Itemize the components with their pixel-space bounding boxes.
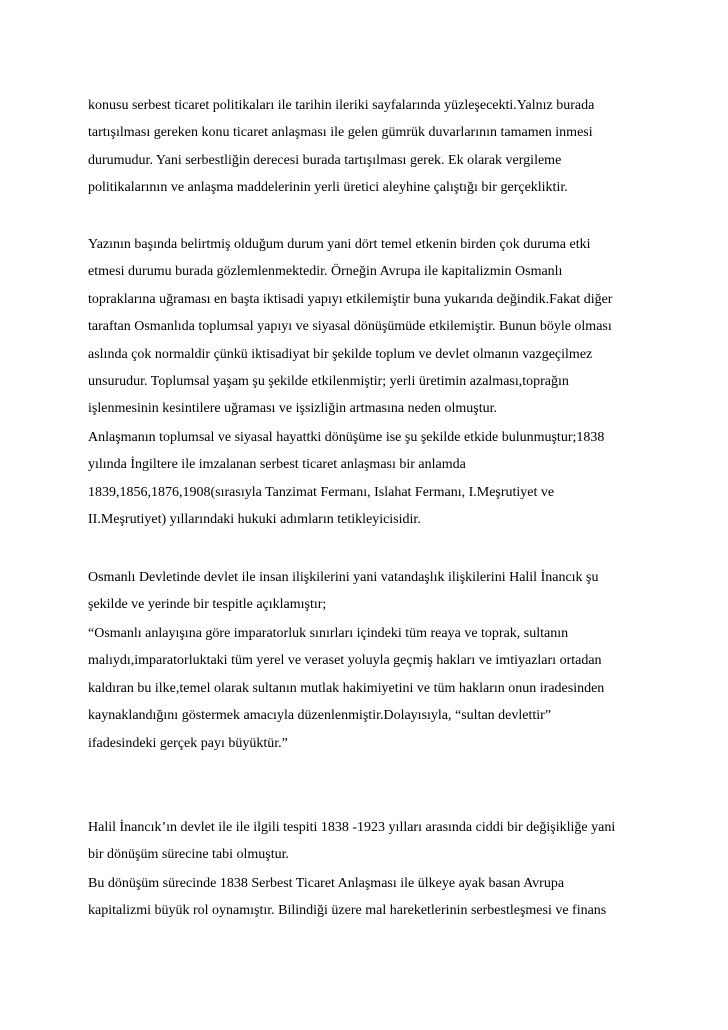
- paragraph-european-capitalism: [88, 870, 606, 925]
- text-line: kaynaklandığını göstermek amacıyla düzenlenmiştir.Dolayısıyla, “sultan devlettir”: [88, 708, 552, 724]
- text-line: şekilde ve yerinde bir tespitle açıklamıştır;: [88, 597, 327, 613]
- text-line: bir dönüşüm sürecine tabi olmuştur.: [88, 847, 290, 863]
- text-line: işlenmesinin kesintilere uğraması ve işsizliğin artmasına neden olmuştur.: [88, 401, 498, 417]
- paragraph-political-transformation: [88, 424, 604, 534]
- text-line: taraftan Osmanlıda toplumsal yapıyı ve siyasal dönüşümüde etkilemiştir. Bunun böyle olması: [88, 319, 612, 335]
- text-line: kapitalizmi büyük rol oynamıştır. Bilindiği üzere mal hareketlerinin serbestleşmesi ve finans: [88, 903, 607, 919]
- text-line: politikalarının ve anlaşma maddelerinin yerli üretici aleyhine çalıştığı bir gerçekliktir.: [88, 180, 568, 196]
- text-line: “Osmanlı anlayışına göre imparatorluk sınırları içindeki tüm reaya ve toprak, sultanın: [88, 626, 569, 641]
- paragraph-transformation-1838-1923: [88, 814, 615, 869]
- text-line: II.Meşrutiyet) yıllarındaki hukuki adımların tetikleyicisidir.: [88, 512, 421, 528]
- text-line: aslında çok normaldir çünkü iktisadiyat bir şekilde toplum ve devlet olmanın vazgeçilmez: [88, 346, 593, 362]
- text-line: Yazının başında belirtmiş olduğum durum yani dört temel etkenin birden çok duruma etki: [88, 237, 591, 252]
- paragraph-inalcik-quote: [88, 620, 604, 757]
- text-line: malıydı,imparatorluktaki tüm yerel ve veraset yoluyla geçmiş hakları ve imtiyazları ortadan: [88, 653, 602, 669]
- paragraph-trade-policy: [88, 92, 594, 202]
- text-line: konusu serbest ticaret politikaları ile tarihin ileriki sayfalarında yüzleşecekti.Yalnız burada: [88, 98, 595, 113]
- text-line: yılında İngiltere ile imzalanan serbest ticaret anlaşması bir anlamda: [88, 457, 466, 473]
- text-line: 1839,1856,1876,1908(sırasıyla Tanzimat Fermanı, Islahat Fermanı, I.Meşrutiyet ve: [88, 484, 555, 500]
- text-line: unsurudur. Toplumsal yaşam şu şekilde etkilenmiştir; yerli üretimin azalması,toprağın: [88, 373, 569, 389]
- text-line: durumudur. Yani serbestliğin derecesi burada tartışılması gerek. Ek olarak vergileme: [88, 152, 562, 168]
- text-line: Anlaşmanın toplumsal ve siyasal hayattki dönüşüme ise şu şekilde etkide bulunmuştur;1838: [88, 430, 605, 445]
- text-line: Bu dönüşüm sürecinde 1838 Serbest Ticaret Anlaşması ile ülkeye ayak basan Avrupa: [88, 876, 565, 891]
- paragraph-inalcik-intro: [88, 564, 599, 619]
- text-line: tartışılması gereken konu ticaret anlaşması ile gelen gümrük duvarlarının tamamen inmesi: [88, 125, 593, 141]
- text-line: topraklarına uğraması en başta iktisadi yapıyı etkilemiştir buna yukarıda değindik.Fakat diğer: [88, 291, 613, 307]
- text-line: Halil İnancık’ın devlet ile ile ilgili tespiti 1838 -1923 yılları arasında ciddi bir değişikliğe yani: [88, 820, 616, 835]
- text-line: kaldıran bu ilke,temel olarak sultanın mutlak hakimiyetini ve tüm hakların onun iradesinden: [88, 680, 605, 696]
- text-line: ifadesindeki gerçek payı büyüktür.”: [88, 735, 288, 751]
- text-line: Osmanlı Devletinde devlet ile insan ilişkilerini yani vatandaşlık ilişkilerini Halil İnancık şu: [88, 570, 599, 585]
- paragraph-four-factors: [88, 231, 612, 423]
- text-line: etmesi durumu burada gözlemlenmektedir. Örneğin Avrupa ile kapitalizmin Osmanlı: [88, 264, 563, 280]
